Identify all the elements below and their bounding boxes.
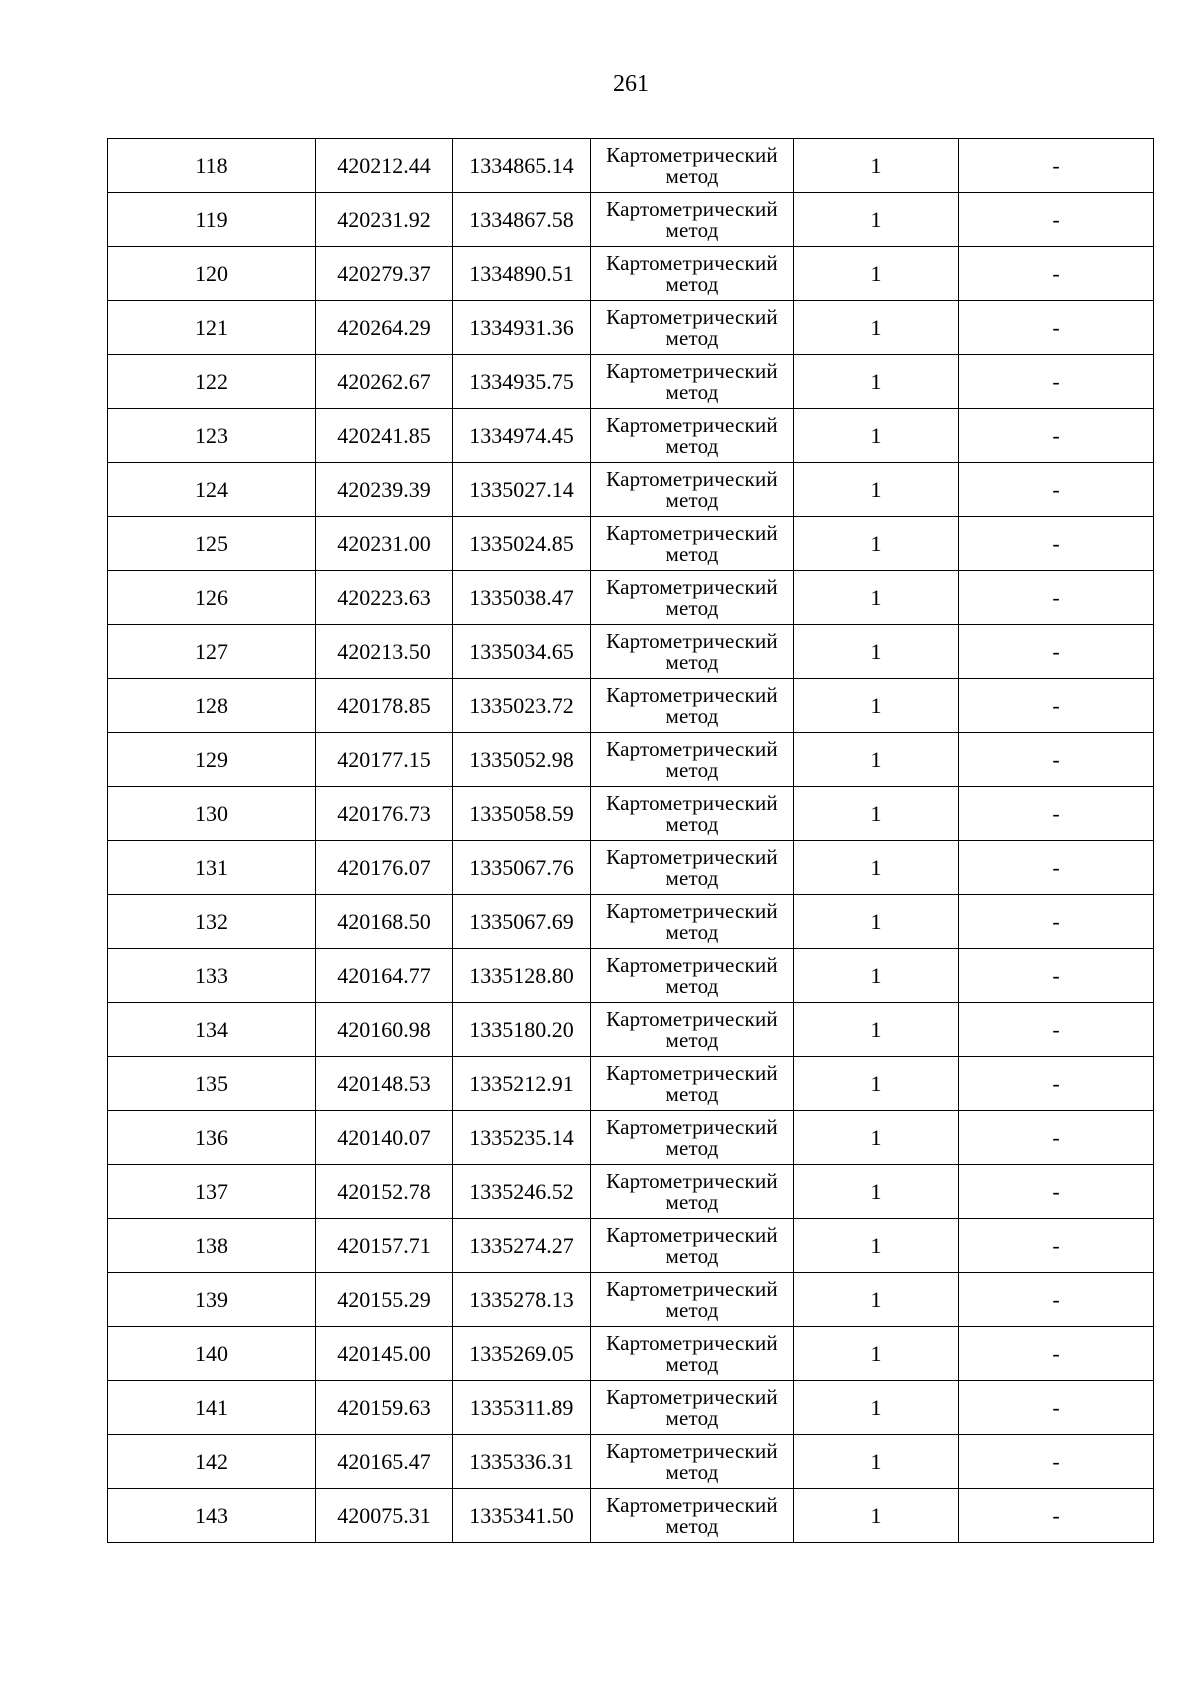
method-cell — [591, 571, 794, 625]
accuracy-cell: 1 — [794, 841, 959, 895]
note-cell: - — [959, 841, 1154, 895]
note-cell: - — [959, 895, 1154, 949]
point-number-cell: 127 — [108, 625, 316, 679]
y-coordinate-cell: 1335336.31 — [453, 1435, 591, 1489]
method-cell — [591, 1003, 794, 1057]
method-line-2: метод — [665, 919, 719, 944]
note-cell: - — [959, 301, 1154, 355]
method-line-2: метод — [665, 487, 719, 512]
table-row — [108, 1381, 1154, 1435]
point-number-cell: 121 — [108, 301, 316, 355]
y-coordinate-cell: 1334935.75 — [453, 355, 591, 409]
method-cell — [591, 625, 794, 679]
accuracy-cell: 1 — [794, 193, 959, 247]
accuracy-cell: 1 — [794, 517, 959, 571]
x-coordinate-cell: 420231.00 — [316, 517, 453, 571]
table-row — [108, 679, 1154, 733]
y-coordinate-cell: 1334974.45 — [453, 409, 591, 463]
method-cell — [591, 355, 794, 409]
method-line-1: Картометрический — [606, 1006, 778, 1031]
method-cell — [591, 1219, 794, 1273]
point-number-cell: 131 — [108, 841, 316, 895]
method-line-1: Картометрический — [606, 1492, 778, 1517]
method-cell — [591, 1057, 794, 1111]
method-cell — [591, 949, 794, 1003]
note-cell: - — [959, 949, 1154, 1003]
method-line-2: метод — [665, 1351, 719, 1376]
x-coordinate-cell: 420176.07 — [316, 841, 453, 895]
method-line-2: метод — [665, 433, 719, 458]
x-coordinate-cell: 420264.29 — [316, 301, 453, 355]
accuracy-cell: 1 — [794, 1381, 959, 1435]
table-row — [108, 355, 1154, 409]
accuracy-cell: 1 — [794, 1057, 959, 1111]
table-row — [108, 1435, 1154, 1489]
y-coordinate-cell: 1335341.50 — [453, 1489, 591, 1543]
table-row — [108, 1273, 1154, 1327]
method-line-1: Картометрический — [606, 898, 778, 923]
point-number-cell: 141 — [108, 1381, 316, 1435]
method-line-1: Картометрический — [606, 574, 778, 599]
y-coordinate-cell: 1335067.69 — [453, 895, 591, 949]
method-line-2: метод — [665, 271, 719, 296]
point-number-cell: 119 — [108, 193, 316, 247]
point-number-cell: 122 — [108, 355, 316, 409]
y-coordinate-cell: 1335274.27 — [453, 1219, 591, 1273]
accuracy-cell: 1 — [794, 1219, 959, 1273]
y-coordinate-cell: 1335180.20 — [453, 1003, 591, 1057]
method-cell — [591, 247, 794, 301]
x-coordinate-cell: 420223.63 — [316, 571, 453, 625]
method-line-2: метод — [665, 757, 719, 782]
method-line-2: метод — [665, 1459, 719, 1484]
method-line-1: Картометрический — [606, 1276, 778, 1301]
note-cell: - — [959, 1111, 1154, 1165]
x-coordinate-cell: 420152.78 — [316, 1165, 453, 1219]
method-cell — [591, 409, 794, 463]
y-coordinate-cell: 1335128.80 — [453, 949, 591, 1003]
note-cell: - — [959, 247, 1154, 301]
point-number-cell: 124 — [108, 463, 316, 517]
method-cell — [591, 139, 794, 193]
table-row — [108, 1489, 1154, 1543]
x-coordinate-cell: 420178.85 — [316, 679, 453, 733]
note-cell: - — [959, 463, 1154, 517]
method-line-2: метод — [665, 649, 719, 674]
method-cell — [591, 1111, 794, 1165]
y-coordinate-cell: 1335038.47 — [453, 571, 591, 625]
method-line-2: метод — [665, 1513, 719, 1538]
accuracy-cell: 1 — [794, 301, 959, 355]
y-coordinate-cell: 1335058.59 — [453, 787, 591, 841]
note-cell: - — [959, 193, 1154, 247]
y-coordinate-cell: 1335034.65 — [453, 625, 591, 679]
x-coordinate-cell: 420155.29 — [316, 1273, 453, 1327]
x-coordinate-cell: 420239.39 — [316, 463, 453, 517]
method-cell — [591, 1381, 794, 1435]
method-line-2: метод — [665, 1135, 719, 1160]
table-row — [108, 949, 1154, 1003]
y-coordinate-cell: 1334931.36 — [453, 301, 591, 355]
note-cell: - — [959, 1327, 1154, 1381]
method-line-1: Картометрический — [606, 790, 778, 815]
y-coordinate-cell: 1335027.14 — [453, 463, 591, 517]
y-coordinate-cell: 1335278.13 — [453, 1273, 591, 1327]
method-cell — [591, 1165, 794, 1219]
point-number-cell: 126 — [108, 571, 316, 625]
x-coordinate-cell: 420140.07 — [316, 1111, 453, 1165]
method-line-2: метод — [665, 865, 719, 890]
table-row — [108, 517, 1154, 571]
method-line-1: Картометрический — [606, 1330, 778, 1355]
note-cell: - — [959, 1435, 1154, 1489]
point-number-cell: 120 — [108, 247, 316, 301]
method-cell — [591, 1435, 794, 1489]
y-coordinate-cell: 1335311.89 — [453, 1381, 591, 1435]
note-cell: - — [959, 787, 1154, 841]
point-number-cell: 135 — [108, 1057, 316, 1111]
x-coordinate-cell: 420168.50 — [316, 895, 453, 949]
table-row — [108, 787, 1154, 841]
x-coordinate-cell: 420075.31 — [316, 1489, 453, 1543]
accuracy-cell: 1 — [794, 679, 959, 733]
y-coordinate-cell: 1335246.52 — [453, 1165, 591, 1219]
y-coordinate-cell: 1335212.91 — [453, 1057, 591, 1111]
table-row — [108, 571, 1154, 625]
x-coordinate-cell: 420164.77 — [316, 949, 453, 1003]
method-line-2: метод — [665, 1243, 719, 1268]
page-number: 261 — [613, 71, 649, 97]
method-cell — [591, 517, 794, 571]
note-cell: - — [959, 1273, 1154, 1327]
accuracy-cell: 1 — [794, 949, 959, 1003]
method-line-2: метод — [665, 1081, 719, 1106]
x-coordinate-cell: 420159.63 — [316, 1381, 453, 1435]
x-coordinate-cell: 420160.98 — [316, 1003, 453, 1057]
method-line-2: метод — [665, 811, 719, 836]
note-cell: - — [959, 1381, 1154, 1435]
method-cell — [591, 733, 794, 787]
y-coordinate-cell: 1335024.85 — [453, 517, 591, 571]
point-number-cell: 129 — [108, 733, 316, 787]
point-number-cell: 118 — [108, 139, 316, 193]
note-cell: - — [959, 1003, 1154, 1057]
x-coordinate-cell: 420157.71 — [316, 1219, 453, 1273]
note-cell: - — [959, 409, 1154, 463]
y-coordinate-cell: 1334865.14 — [453, 139, 591, 193]
method-cell — [591, 679, 794, 733]
accuracy-cell: 1 — [794, 787, 959, 841]
table-row — [108, 1057, 1154, 1111]
x-coordinate-cell: 420212.44 — [316, 139, 453, 193]
method-line-1: Картометрический — [606, 1438, 778, 1463]
method-line-2: метод — [665, 973, 719, 998]
x-coordinate-cell: 420241.85 — [316, 409, 453, 463]
method-line-2: метод — [665, 1189, 719, 1214]
accuracy-cell: 1 — [794, 625, 959, 679]
note-cell: - — [959, 571, 1154, 625]
accuracy-cell: 1 — [794, 1165, 959, 1219]
x-coordinate-cell: 420145.00 — [316, 1327, 453, 1381]
point-number-cell: 139 — [108, 1273, 316, 1327]
note-cell: - — [959, 517, 1154, 571]
table-row — [108, 301, 1154, 355]
table-row — [108, 1111, 1154, 1165]
accuracy-cell: 1 — [794, 139, 959, 193]
method-cell — [591, 841, 794, 895]
accuracy-cell: 1 — [794, 733, 959, 787]
point-number-cell: 138 — [108, 1219, 316, 1273]
point-number-cell: 137 — [108, 1165, 316, 1219]
point-number-cell: 143 — [108, 1489, 316, 1543]
method-line-1: Картометрический — [606, 196, 778, 221]
method-line-1: Картометрический — [606, 466, 778, 491]
y-coordinate-cell: 1335067.76 — [453, 841, 591, 895]
method-line-1: Картометрический — [606, 1168, 778, 1193]
method-cell — [591, 1327, 794, 1381]
note-cell: - — [959, 733, 1154, 787]
point-number-cell: 136 — [108, 1111, 316, 1165]
method-line-1: Картометрический — [606, 412, 778, 437]
method-line-1: Картометрический — [606, 250, 778, 275]
x-coordinate-cell: 420176.73 — [316, 787, 453, 841]
method-line-1: Картометрический — [606, 358, 778, 383]
point-number-cell: 134 — [108, 1003, 316, 1057]
method-cell — [591, 1273, 794, 1327]
table-row — [108, 463, 1154, 517]
table-row — [108, 895, 1154, 949]
method-line-1: Картометрический — [606, 952, 778, 977]
method-line-1: Картометрический — [606, 844, 778, 869]
accuracy-cell: 1 — [794, 247, 959, 301]
accuracy-cell: 1 — [794, 571, 959, 625]
method-line-1: Картометрический — [606, 628, 778, 653]
method-line-1: Картометрический — [606, 304, 778, 329]
method-line-1: Картометрический — [606, 682, 778, 707]
method-line-1: Картометрический — [606, 736, 778, 761]
point-number-cell: 128 — [108, 679, 316, 733]
y-coordinate-cell: 1335023.72 — [453, 679, 591, 733]
note-cell: - — [959, 625, 1154, 679]
method-cell — [591, 1489, 794, 1543]
point-number-cell: 130 — [108, 787, 316, 841]
y-coordinate-cell: 1335269.05 — [453, 1327, 591, 1381]
x-coordinate-cell: 420279.37 — [316, 247, 453, 301]
y-coordinate-cell: 1334867.58 — [453, 193, 591, 247]
method-line-1: Картометрический — [606, 1384, 778, 1409]
point-number-cell: 142 — [108, 1435, 316, 1489]
y-coordinate-cell: 1335052.98 — [453, 733, 591, 787]
table-row — [108, 733, 1154, 787]
method-line-2: метод — [665, 217, 719, 242]
table-row — [108, 247, 1154, 301]
method-cell — [591, 787, 794, 841]
y-coordinate-cell: 1335235.14 — [453, 1111, 591, 1165]
x-coordinate-cell: 420231.92 — [316, 193, 453, 247]
method-line-1: Картометрический — [606, 520, 778, 545]
method-cell — [591, 193, 794, 247]
table-row — [108, 1165, 1154, 1219]
point-number-cell: 133 — [108, 949, 316, 1003]
accuracy-cell: 1 — [794, 1489, 959, 1543]
method-line-1: Картометрический — [606, 1114, 778, 1139]
note-cell: - — [959, 1489, 1154, 1543]
method-line-2: метод — [665, 163, 719, 188]
coordinates-table-body — [108, 139, 1154, 1543]
accuracy-cell: 1 — [794, 895, 959, 949]
method-line-1: Картометрический — [606, 1060, 778, 1085]
method-line-2: метод — [665, 379, 719, 404]
method-line-1: Картометрический — [606, 1222, 778, 1247]
table-row — [108, 1219, 1154, 1273]
note-cell: - — [959, 1165, 1154, 1219]
method-line-2: метод — [665, 325, 719, 350]
x-coordinate-cell: 420165.47 — [316, 1435, 453, 1489]
accuracy-cell: 1 — [794, 1327, 959, 1381]
accuracy-cell: 1 — [794, 1435, 959, 1489]
accuracy-cell: 1 — [794, 1111, 959, 1165]
note-cell: - — [959, 1219, 1154, 1273]
table-row — [108, 1003, 1154, 1057]
x-coordinate-cell: 420177.15 — [316, 733, 453, 787]
table-row — [108, 625, 1154, 679]
method-cell — [591, 895, 794, 949]
table-row — [108, 193, 1154, 247]
note-cell: - — [959, 355, 1154, 409]
table-row — [108, 841, 1154, 895]
point-number-cell: 132 — [108, 895, 316, 949]
accuracy-cell: 1 — [794, 1003, 959, 1057]
note-cell: - — [959, 1057, 1154, 1111]
method-line-2: метод — [665, 1027, 719, 1052]
accuracy-cell: 1 — [794, 409, 959, 463]
table-row — [108, 409, 1154, 463]
x-coordinate-cell: 420213.50 — [316, 625, 453, 679]
point-number-cell: 123 — [108, 409, 316, 463]
table-row — [108, 1327, 1154, 1381]
method-line-2: метод — [665, 703, 719, 728]
point-number-cell: 125 — [108, 517, 316, 571]
accuracy-cell: 1 — [794, 463, 959, 517]
method-line-1: Картометрический — [606, 142, 778, 167]
method-line-2: метод — [665, 1297, 719, 1322]
note-cell: - — [959, 679, 1154, 733]
method-line-2: метод — [665, 1405, 719, 1430]
coordinates-table — [107, 138, 1154, 1543]
note-cell: - — [959, 139, 1154, 193]
accuracy-cell: 1 — [794, 1273, 959, 1327]
method-cell — [591, 301, 794, 355]
accuracy-cell: 1 — [794, 355, 959, 409]
y-coordinate-cell: 1334890.51 — [453, 247, 591, 301]
method-line-2: метод — [665, 595, 719, 620]
method-line-2: метод — [665, 541, 719, 566]
point-number-cell: 140 — [108, 1327, 316, 1381]
x-coordinate-cell: 420262.67 — [316, 355, 453, 409]
x-coordinate-cell: 420148.53 — [316, 1057, 453, 1111]
table-row — [108, 139, 1154, 193]
method-cell — [591, 463, 794, 517]
